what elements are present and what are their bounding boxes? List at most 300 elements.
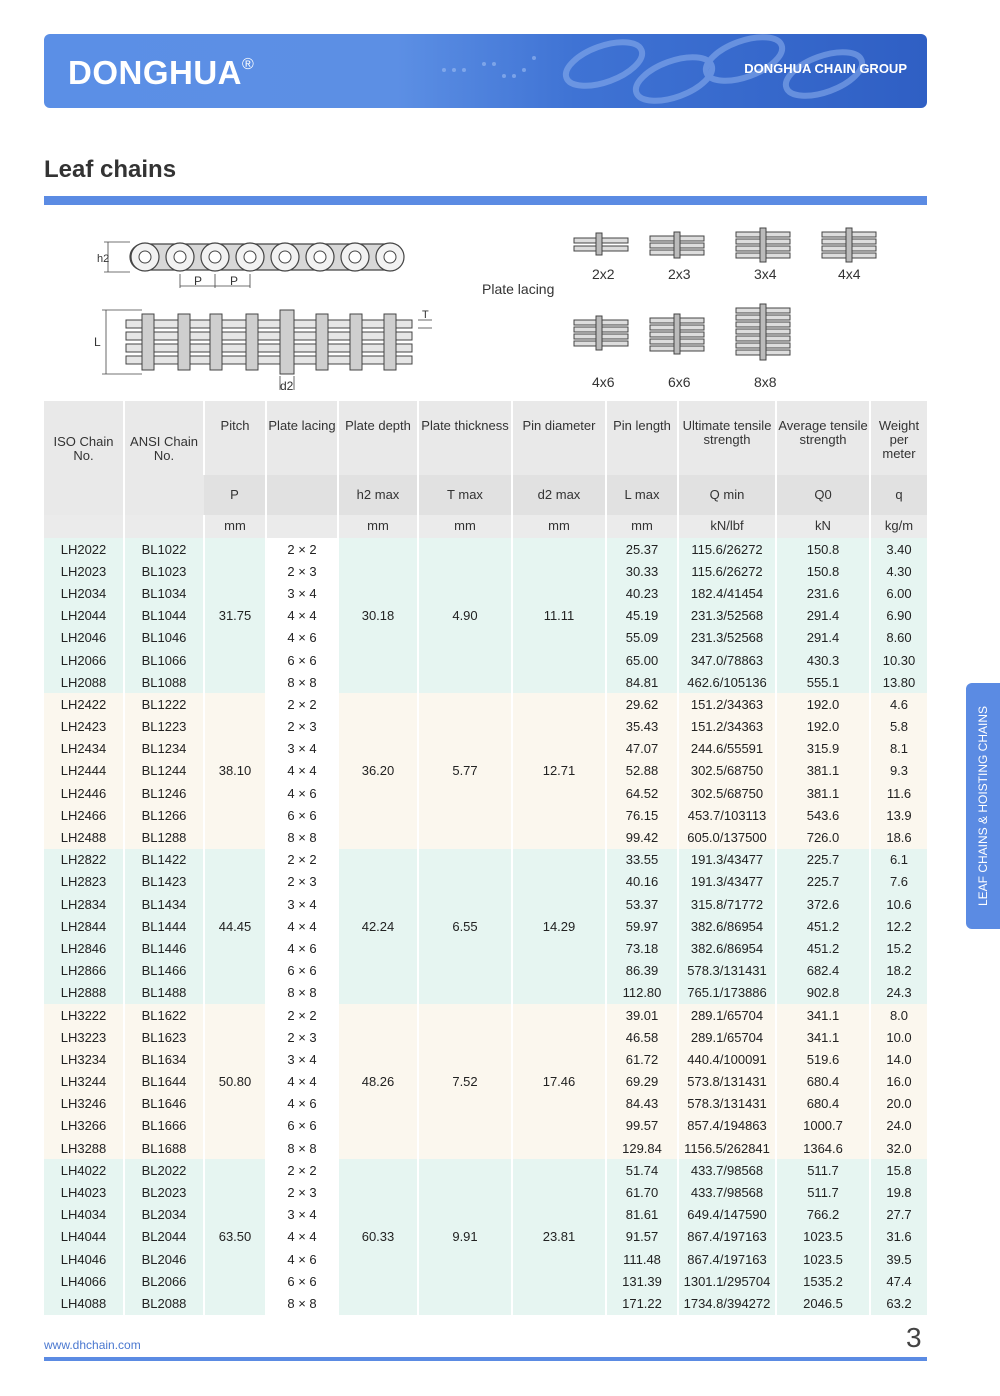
unit-pitch: mm (204, 515, 266, 538)
average-strength: 511.7 (776, 1181, 870, 1203)
weight-per-meter: 3.40 (870, 538, 927, 560)
plate-thickness: 4.90 (418, 538, 512, 693)
section-side-tab: LEAF CHAINS & HOISTING CHAINS (966, 683, 1000, 929)
unit-weight: kg/m (870, 515, 927, 538)
weight-per-meter: 31.6 (870, 1226, 927, 1248)
plate-lacing-label: Plate lacing (482, 281, 555, 297)
ultimate-strength: 867.4/197163 (678, 1226, 776, 1248)
plate-depth: 48.26 (338, 1004, 418, 1159)
average-strength: 766.2 (776, 1204, 870, 1226)
pin-length: 45.19 (606, 605, 678, 627)
pitch-symbol-2: P (230, 274, 239, 288)
plate-lacing: 4 × 6 (266, 627, 338, 649)
average-strength: 680.4 (776, 1093, 870, 1115)
pin-length: 73.18 (606, 937, 678, 959)
ansi-chain-no: BL2044 (124, 1226, 204, 1248)
iso-chain-no: LH2446 (44, 782, 124, 804)
symbol-average: Q0 (776, 475, 870, 515)
pin-length: 84.43 (606, 1093, 678, 1115)
weight-per-meter: 8.0 (870, 1004, 927, 1026)
header-depth: Plate depth (338, 401, 418, 475)
ansi-chain-no: BL1646 (124, 1093, 204, 1115)
plate-thickness: 7.52 (418, 1004, 512, 1159)
ansi-chain-no: BL1623 (124, 1026, 204, 1048)
pin-length: 25.37 (606, 538, 678, 560)
average-strength: 381.1 (776, 760, 870, 782)
average-strength: 341.1 (776, 1004, 870, 1026)
ansi-chain-no: BL1244 (124, 760, 204, 782)
ultimate-strength: 231.3/52568 (678, 605, 776, 627)
ansi-chain-no: BL1034 (124, 582, 204, 604)
iso-chain-no: LH4046 (44, 1248, 124, 1270)
weight-per-meter: 16.0 (870, 1071, 927, 1093)
weight-per-meter: 7.6 (870, 871, 927, 893)
symbol-pitch: P (204, 475, 266, 515)
plate-lacing: 4 × 4 (266, 1226, 338, 1248)
ansi-chain-no: BL1634 (124, 1048, 204, 1070)
iso-chain-no: LH2866 (44, 960, 124, 982)
weight-per-meter: 10.6 (870, 893, 927, 915)
weight-per-meter: 20.0 (870, 1093, 927, 1115)
ansi-chain-no: BL1688 (124, 1137, 204, 1159)
iso-chain-no: LH3223 (44, 1026, 124, 1048)
average-strength: 543.6 (776, 804, 870, 826)
iso-chain-no: LH2822 (44, 849, 124, 871)
ultimate-strength: 347.0/78863 (678, 649, 776, 671)
pin-length: 51.74 (606, 1159, 678, 1181)
ultimate-strength: 231.3/52568 (678, 627, 776, 649)
pitch-value: 50.80 (204, 1004, 266, 1159)
plate-lacing: 6 × 6 (266, 804, 338, 826)
ultimate-strength: 382.6/86954 (678, 937, 776, 959)
pin-diameter: 12.71 (512, 693, 606, 848)
iso-chain-no: LH2088 (44, 671, 124, 693)
plate-lacing: 2 × 2 (266, 693, 338, 715)
iso-chain-no: LH2046 (44, 627, 124, 649)
ultimate-strength: 115.6/26272 (678, 538, 776, 560)
plate-lacing: 2 × 3 (266, 560, 338, 582)
weight-per-meter: 4.30 (870, 560, 927, 582)
page-title: Leaf chains (44, 156, 177, 183)
pin-length: 99.57 (606, 1115, 678, 1137)
header-pin-length: Pin length (606, 401, 678, 475)
average-strength: 451.2 (776, 915, 870, 937)
weight-per-meter: 6.1 (870, 849, 927, 871)
iso-chain-no: LH3244 (44, 1071, 124, 1093)
weight-per-meter: 13.80 (870, 671, 927, 693)
plate-lacing: 4 × 4 (266, 915, 338, 937)
ansi-chain-no: BL2046 (124, 1248, 204, 1270)
lacing-2x2-icon (574, 233, 628, 255)
group-name: DONGHUA CHAIN GROUP (744, 61, 907, 76)
average-strength: 341.1 (776, 1026, 870, 1048)
pin-length: 35.43 (606, 716, 678, 738)
thickness-symbol: T (422, 309, 429, 321)
plate-lacing: 6 × 6 (266, 1270, 338, 1292)
footer-url[interactable]: www.dhchain.com (44, 1338, 141, 1352)
lacing-4x6-icon (574, 316, 628, 350)
average-strength: 192.0 (776, 716, 870, 738)
ultimate-strength: 289.1/65704 (678, 1026, 776, 1048)
plate-lacing: 6 × 6 (266, 1115, 338, 1137)
pin-length: 65.00 (606, 649, 678, 671)
pitch-value: 38.10 (204, 693, 266, 848)
symbol-weight: q (870, 475, 927, 515)
plate-lacing: 3 × 4 (266, 1048, 338, 1070)
ansi-chain-no: BL1423 (124, 871, 204, 893)
symbol-thickness: T max (418, 475, 512, 515)
pin-length: 86.39 (606, 960, 678, 982)
symbol-pin-length: L max (606, 475, 678, 515)
ansi-chain-no: BL1666 (124, 1115, 204, 1137)
symbol-pin-diameter: d2 max (512, 475, 606, 515)
average-strength: 2046.5 (776, 1292, 870, 1314)
plate-depth: 42.24 (338, 849, 418, 1004)
header-pin-diameter: Pin diameter (512, 401, 606, 475)
lacing-label-6x6: 6x6 (668, 374, 691, 390)
iso-chain-no: LH3246 (44, 1093, 124, 1115)
plate-lacing: 2 × 2 (266, 849, 338, 871)
average-strength: 902.8 (776, 982, 870, 1004)
pin-length: 91.57 (606, 1226, 678, 1248)
average-strength: 291.4 (776, 605, 870, 627)
pin-length: 59.97 (606, 915, 678, 937)
header-lacing: Plate lacing (266, 401, 338, 475)
iso-chain-no: LH2466 (44, 804, 124, 826)
footer-rule (44, 1357, 927, 1361)
weight-per-meter: 13.9 (870, 804, 927, 826)
average-strength: 1000.7 (776, 1115, 870, 1137)
pin-length: 53.37 (606, 893, 678, 915)
ansi-chain-no: BL2066 (124, 1270, 204, 1292)
ansi-chain-no: BL1022 (124, 538, 204, 560)
ultimate-strength: 605.0/137500 (678, 826, 776, 848)
iso-chain-no: LH2044 (44, 605, 124, 627)
pin-length: 52.88 (606, 760, 678, 782)
ultimate-strength: 433.7/98568 (678, 1159, 776, 1181)
plate-lacing: 8 × 8 (266, 982, 338, 1004)
pin-diameter: 17.46 (512, 1004, 606, 1159)
plate-thickness: 5.77 (418, 693, 512, 848)
ultimate-strength: 151.2/34363 (678, 693, 776, 715)
plate-lacing: 8 × 8 (266, 671, 338, 693)
ansi-chain-no: BL1422 (124, 849, 204, 871)
pin-length: 129.84 (606, 1137, 678, 1159)
plate-lacing: 3 × 4 (266, 582, 338, 604)
ansi-chain-no: BL1444 (124, 915, 204, 937)
header-iso: ISO Chain No. (44, 401, 124, 515)
ansi-chain-no: BL1222 (124, 693, 204, 715)
unit-pin-length: mm (606, 515, 678, 538)
average-strength: 225.7 (776, 871, 870, 893)
ultimate-strength: 433.7/98568 (678, 1181, 776, 1203)
header-ultimate: Ultimate tensile strength (678, 401, 776, 475)
average-strength: 231.6 (776, 582, 870, 604)
average-strength: 291.4 (776, 627, 870, 649)
average-strength: 511.7 (776, 1159, 870, 1181)
iso-chain-no: LH2434 (44, 738, 124, 760)
weight-per-meter: 32.0 (870, 1137, 927, 1159)
plate-lacing: 3 × 4 (266, 893, 338, 915)
ultimate-strength: 1734.8/394272 (678, 1292, 776, 1314)
average-strength: 381.1 (776, 782, 870, 804)
unit-ansi (124, 515, 204, 538)
unit-iso (44, 515, 124, 538)
average-strength: 682.4 (776, 960, 870, 982)
pin-length: 61.70 (606, 1181, 678, 1203)
header-thickness: Plate thickness (418, 401, 512, 475)
ultimate-strength: 289.1/65704 (678, 1004, 776, 1026)
ansi-chain-no: BL1266 (124, 804, 204, 826)
pin-length: 111.48 (606, 1248, 678, 1270)
header-ansi: ANSI Chain No. (124, 401, 204, 515)
pin-length: 33.55 (606, 849, 678, 871)
ultimate-strength: 462.6/105136 (678, 671, 776, 693)
plate-depth: 60.33 (338, 1159, 418, 1314)
iso-chain-no: LH2066 (44, 649, 124, 671)
ultimate-strength: 765.1/173886 (678, 982, 776, 1004)
ansi-chain-no: BL1288 (124, 826, 204, 848)
iso-chain-no: LH4044 (44, 1226, 124, 1248)
weight-per-meter: 5.8 (870, 716, 927, 738)
iso-chain-no: LH2023 (44, 560, 124, 582)
unit-depth: mm (338, 515, 418, 538)
ansi-chain-no: BL1088 (124, 671, 204, 693)
iso-chain-no: LH2823 (44, 871, 124, 893)
plate-lacing: 2 × 2 (266, 538, 338, 560)
average-strength: 451.2 (776, 937, 870, 959)
iso-chain-no: LH2444 (44, 760, 124, 782)
ansi-chain-no: BL2023 (124, 1181, 204, 1203)
table-row (44, 849, 927, 871)
pin-length: 112.80 (606, 982, 678, 1004)
iso-chain-no: LH4088 (44, 1292, 124, 1314)
plate-thickness: 6.55 (418, 849, 512, 1004)
ultimate-strength: 115.6/26272 (678, 560, 776, 582)
ansi-chain-no: BL2022 (124, 1159, 204, 1181)
ansi-chain-no: BL1466 (124, 960, 204, 982)
pitch-value: 63.50 (204, 1159, 266, 1314)
ultimate-strength: 578.3/131431 (678, 960, 776, 982)
weight-per-meter: 15.8 (870, 1159, 927, 1181)
pin-diameter: 23.81 (512, 1159, 606, 1314)
plate-lacing: 4 × 6 (266, 782, 338, 804)
weight-per-meter: 63.2 (870, 1292, 927, 1314)
iso-chain-no: LH4034 (44, 1204, 124, 1226)
unit-thickness: mm (418, 515, 512, 538)
average-strength: 726.0 (776, 826, 870, 848)
ultimate-strength: 578.3/131431 (678, 1093, 776, 1115)
plate-depth: 30.18 (338, 538, 418, 693)
pin-length: 47.07 (606, 738, 678, 760)
weight-per-meter: 47.4 (870, 1270, 927, 1292)
table-row (44, 1159, 927, 1181)
average-strength: 315.9 (776, 738, 870, 760)
weight-per-meter: 10.0 (870, 1026, 927, 1048)
iso-chain-no: LH3222 (44, 1004, 124, 1026)
ultimate-strength: 182.4/41454 (678, 582, 776, 604)
iso-chain-no: LH4022 (44, 1159, 124, 1181)
ansi-chain-no: BL1622 (124, 1004, 204, 1026)
iso-chain-no: LH2846 (44, 937, 124, 959)
iso-chain-no: LH3234 (44, 1048, 124, 1070)
plate-lacing: 2 × 2 (266, 1004, 338, 1026)
pin-length: 69.29 (606, 1071, 678, 1093)
plate-lacing: 2 × 3 (266, 716, 338, 738)
pin-length: 29.62 (606, 693, 678, 715)
table-row (44, 693, 927, 715)
unit-pin-diameter: mm (512, 515, 606, 538)
ansi-chain-no: BL1044 (124, 605, 204, 627)
iso-chain-no: LH2488 (44, 826, 124, 848)
iso-chain-no: LH2888 (44, 982, 124, 1004)
ansi-chain-no: BL1234 (124, 738, 204, 760)
average-strength: 225.7 (776, 849, 870, 871)
pin-diameter-symbol: d2 (280, 379, 294, 393)
lacing-label-2x2: 2x2 (592, 266, 615, 282)
ultimate-strength: 191.3/43477 (678, 871, 776, 893)
average-strength: 150.8 (776, 560, 870, 582)
weight-per-meter: 8.60 (870, 627, 927, 649)
weight-per-meter: 14.0 (870, 1048, 927, 1070)
pitch-symbol-1: P (194, 274, 203, 288)
pitch-value: 44.45 (204, 849, 266, 1004)
iso-chain-no: LH2022 (44, 538, 124, 560)
length-symbol: L (94, 335, 101, 349)
weight-per-meter: 39.5 (870, 1248, 927, 1270)
weight-per-meter: 12.2 (870, 915, 927, 937)
weight-per-meter: 15.2 (870, 937, 927, 959)
lacing-2x3-icon (650, 232, 704, 258)
pin-diameter: 14.29 (512, 849, 606, 1004)
chain-top-view-diagram (92, 306, 442, 394)
pin-length: 30.33 (606, 560, 678, 582)
ultimate-strength: 573.8/131431 (678, 1071, 776, 1093)
ultimate-strength: 191.3/43477 (678, 849, 776, 871)
iso-chain-no: LH2844 (44, 915, 124, 937)
ansi-chain-no: BL1023 (124, 560, 204, 582)
header-pitch: Pitch (204, 401, 266, 475)
ansi-chain-no: BL1046 (124, 627, 204, 649)
depth-symbol: h2 (97, 253, 110, 265)
pin-diameter: 11.11 (512, 538, 606, 693)
table-body (44, 538, 927, 1315)
weight-per-meter: 24.0 (870, 1115, 927, 1137)
pin-length: 55.09 (606, 627, 678, 649)
weight-per-meter: 6.00 (870, 582, 927, 604)
plate-lacing: 4 × 4 (266, 760, 338, 782)
lacing-label-2x3: 2x3 (668, 266, 691, 282)
ultimate-strength: 302.5/68750 (678, 760, 776, 782)
weight-per-meter: 4.6 (870, 693, 927, 715)
plate-lacing: 4 × 6 (266, 1248, 338, 1270)
header-weight: Weight per meter (870, 401, 927, 475)
weight-per-meter: 19.8 (870, 1181, 927, 1203)
weight-per-meter: 6.90 (870, 605, 927, 627)
ultimate-strength: 440.4/100091 (678, 1048, 776, 1070)
iso-chain-no: LH4066 (44, 1270, 124, 1292)
ansi-chain-no: BL1434 (124, 893, 204, 915)
ansi-chain-no: BL1066 (124, 649, 204, 671)
ultimate-strength: 867.4/197163 (678, 1248, 776, 1270)
average-strength: 1364.6 (776, 1137, 870, 1159)
iso-chain-no: LH2834 (44, 893, 124, 915)
iso-chain-no: LH3266 (44, 1115, 124, 1137)
weight-per-meter: 10.30 (870, 649, 927, 671)
iso-chain-no: LH2034 (44, 582, 124, 604)
pin-length: 39.01 (606, 1004, 678, 1026)
leaf-chain-spec-table (44, 401, 927, 1315)
plate-lacing: 3 × 4 (266, 1204, 338, 1226)
plate-lacing: 2 × 2 (266, 1159, 338, 1181)
donghua-logo: DONGHUA® (68, 54, 255, 91)
plate-lacing: 2 × 3 (266, 1026, 338, 1048)
lacing-label-3x4: 3x4 (754, 266, 777, 282)
ansi-chain-no: BL1488 (124, 982, 204, 1004)
unit-ultimate: kN/lbf (678, 515, 776, 538)
weight-per-meter: 18.6 (870, 826, 927, 848)
lacing-8x8-icon (736, 304, 790, 360)
ansi-chain-no: BL1446 (124, 937, 204, 959)
plate-thickness: 9.91 (418, 1159, 512, 1314)
symbol-ultimate: Q min (678, 475, 776, 515)
chain-side-view-diagram (97, 232, 430, 292)
average-strength: 519.6 (776, 1048, 870, 1070)
iso-chain-no: LH4023 (44, 1181, 124, 1203)
iso-chain-no: LH3288 (44, 1137, 124, 1159)
ansi-chain-no: BL1223 (124, 716, 204, 738)
weight-per-meter: 18.2 (870, 960, 927, 982)
average-strength: 430.3 (776, 649, 870, 671)
pin-length: 61.72 (606, 1048, 678, 1070)
header-banner (44, 34, 927, 108)
pin-length: 99.42 (606, 826, 678, 848)
ultimate-strength: 857.4/194863 (678, 1115, 776, 1137)
lacing-4x4-icon (822, 228, 876, 262)
average-strength: 192.0 (776, 693, 870, 715)
average-strength: 150.8 (776, 538, 870, 560)
pin-length: 81.61 (606, 1204, 678, 1226)
average-strength: 1535.2 (776, 1270, 870, 1292)
ultimate-strength: 302.5/68750 (678, 782, 776, 804)
plate-lacing: 8 × 8 (266, 826, 338, 848)
unit-average: kN (776, 515, 870, 538)
weight-per-meter: 9.3 (870, 760, 927, 782)
pin-length: 131.39 (606, 1270, 678, 1292)
ultimate-strength: 1156.5/262841 (678, 1137, 776, 1159)
table-row (44, 1004, 927, 1026)
ansi-chain-no: BL2034 (124, 1204, 204, 1226)
plate-lacing: 3 × 4 (266, 738, 338, 760)
lacing-3x4-icon (736, 228, 790, 262)
ultimate-strength: 453.7/103113 (678, 804, 776, 826)
lacing-label-4x4: 4x4 (838, 266, 861, 282)
table-row (44, 538, 927, 560)
ansi-chain-no: BL2088 (124, 1292, 204, 1314)
plate-lacing: 4 × 6 (266, 937, 338, 959)
lacing-label-4x6: 4x6 (592, 374, 615, 390)
ultimate-strength: 649.4/147590 (678, 1204, 776, 1226)
iso-chain-no: LH2423 (44, 716, 124, 738)
ultimate-strength: 244.6/55591 (678, 738, 776, 760)
pin-length: 40.16 (606, 871, 678, 893)
plate-lacing: 8 × 8 (266, 1137, 338, 1159)
average-strength: 1023.5 (776, 1226, 870, 1248)
average-strength: 680.4 (776, 1071, 870, 1093)
ultimate-strength: 315.8/71772 (678, 893, 776, 915)
plate-lacing: 6 × 6 (266, 649, 338, 671)
page-number: 3 (906, 1322, 922, 1353)
